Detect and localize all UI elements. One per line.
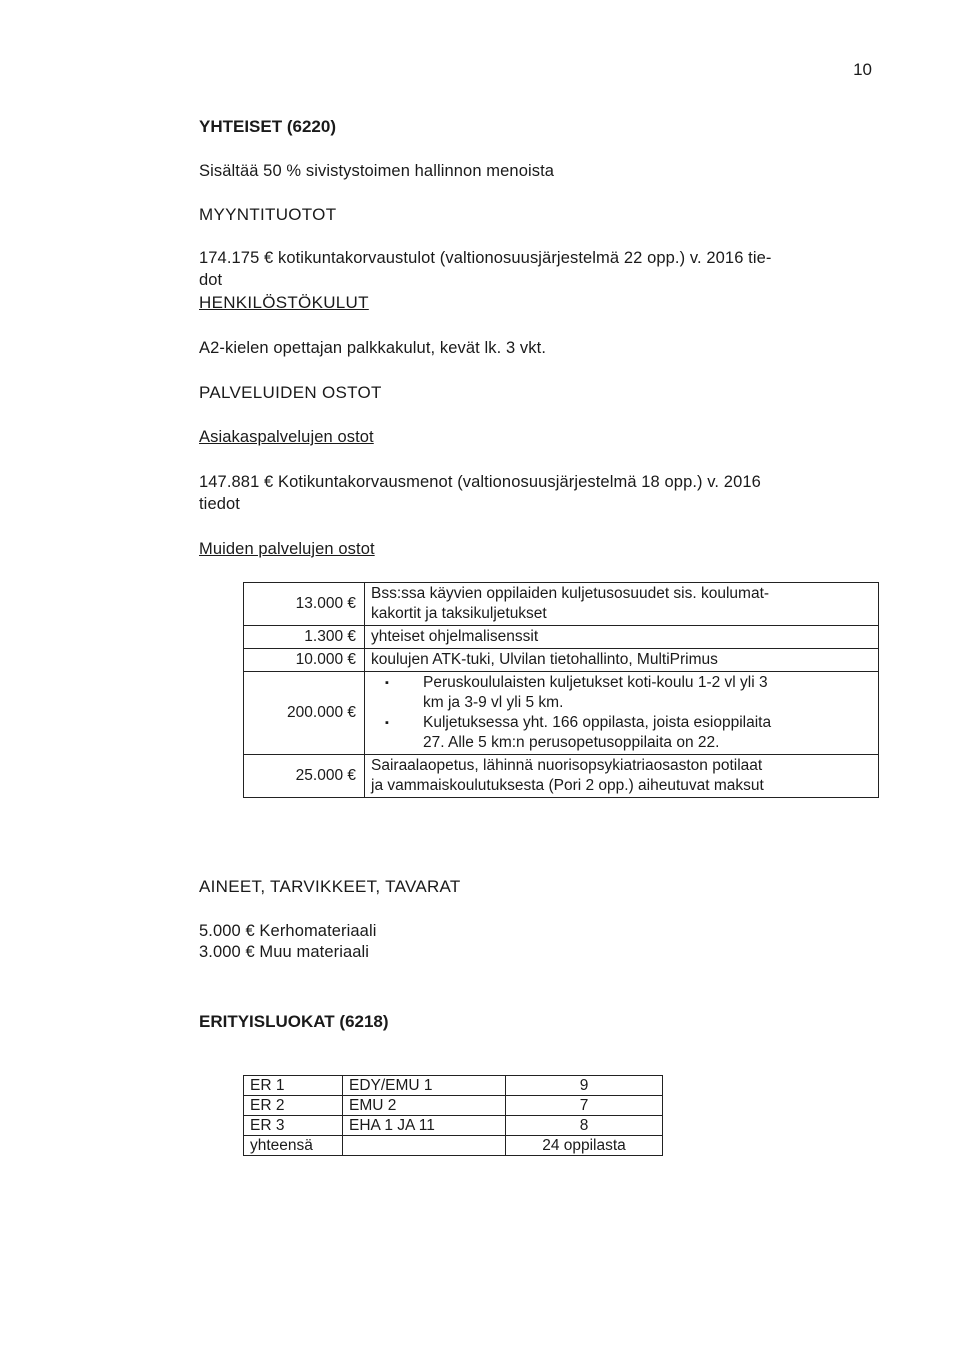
description-line: kakortit ja taksikuljetukset <box>371 605 547 622</box>
sales-text-line1: 174.175 € kotikuntakorvaustulot (valtionosuusjärjestelmä 22 opp.) v. 2016 tie- <box>199 249 772 267</box>
client-services-heading: Asiakaspalvelujen ostot <box>199 428 374 446</box>
bullet-list <box>371 673 872 753</box>
sales-heading: MYYNTITUOTOT <box>199 205 337 224</box>
other-services-heading: Muiden palvelujen ostot <box>199 540 375 558</box>
staff-costs-heading: HENKILÖSTÖKULUT <box>199 293 369 312</box>
amount-cell: 13.000 € <box>244 583 365 626</box>
count-cell: 24 oppilasta <box>506 1136 663 1156</box>
count-cell: 8 <box>506 1116 663 1136</box>
description-cell: koulujen ATK-tuki, Ulvilan tietohallinto, MultiPrimus <box>365 649 879 672</box>
class-cell: yhteensä <box>244 1136 343 1156</box>
client-services-line2: tiedot <box>199 495 240 513</box>
description-line: Bss:ssa käyvien oppilaiden kuljetusosuudet sis. koulumat- <box>371 585 770 602</box>
class-cell: ER 3 <box>244 1116 343 1136</box>
table-row <box>244 1116 663 1136</box>
sales-text-line2: dot <box>199 271 223 289</box>
intro-text: Sisältää 50 % sivistystoimen hallinnon menoista <box>199 162 555 180</box>
table-row <box>244 626 879 649</box>
client-services-line1: 147.881 € Kotikuntakorvausmenot (valtionosuusjärjestelmä 18 opp.) v. 2016 <box>199 473 761 491</box>
list-item <box>423 713 872 753</box>
group-cell: EMU 2 <box>343 1096 506 1116</box>
table-row <box>244 583 879 626</box>
section-title-erityisluokat: ERITYISLUOKAT (6218) <box>199 1012 389 1031</box>
section-title-yhteiset: YHTEISET (6220) <box>199 117 336 136</box>
count-cell: 7 <box>506 1096 663 1116</box>
materials-heading: AINEET, TARVIKKEET, TAVARAT <box>199 877 461 896</box>
table-row <box>244 649 879 672</box>
description-cell <box>365 755 879 798</box>
services-heading: PALVELUIDEN OSTOT <box>199 383 382 402</box>
description-line: Sairaalaopetus, lähinnä nuorisopsykiatriaosaston potilaat <box>371 757 763 774</box>
bullet-line: ▪ Peruskoululaisten kuljetukset koti-koulu 1-2 vl yli 3 <box>423 674 768 691</box>
group-cell: EHA 1 JA 11 <box>343 1116 506 1136</box>
bullet-line: km ja 3-9 vl yli 5 km. <box>423 694 564 711</box>
class-table <box>243 1075 663 1156</box>
list-item <box>423 673 872 713</box>
class-cell: ER 2 <box>244 1096 343 1116</box>
description-line: ja vammaiskoulutuksesta (Pori 2 opp.) aiheutuvat maksut <box>371 777 764 794</box>
group-cell: EDY/EMU 1 <box>343 1076 506 1096</box>
staff-costs-text: A2-kielen opettajan palkkakulut, kevät lk. 3 vkt. <box>199 339 547 357</box>
table-row <box>244 1096 663 1116</box>
count-cell: 9 <box>506 1076 663 1096</box>
description-cell: yhteiset ohjelmalisenssit <box>365 626 879 649</box>
table-row <box>244 1136 663 1156</box>
table-row <box>244 672 879 755</box>
amount-cell: 1.300 € <box>244 626 365 649</box>
description-cell <box>365 583 879 626</box>
cost-table <box>243 582 879 798</box>
materials-line2: 3.000 € Muu materiaali <box>199 943 370 961</box>
group-cell <box>343 1136 506 1156</box>
bullet-line: ▪ Kuljetuksessa yht. 166 oppilasta, joista esioppilaita <box>423 714 772 731</box>
amount-cell: 25.000 € <box>244 755 365 798</box>
table-row <box>244 755 879 798</box>
amount-cell: 200.000 € <box>244 672 365 755</box>
class-cell: ER 1 <box>244 1076 343 1096</box>
table-row <box>244 1076 663 1096</box>
materials-line1: 5.000 € Kerhomateriaali <box>199 922 377 940</box>
bullet-line: 27. Alle 5 km:n perusopetusoppilaita on 22. <box>423 734 720 751</box>
page-number: 10 <box>853 60 872 79</box>
amount-cell: 10.000 € <box>244 649 365 672</box>
description-cell <box>365 672 879 755</box>
